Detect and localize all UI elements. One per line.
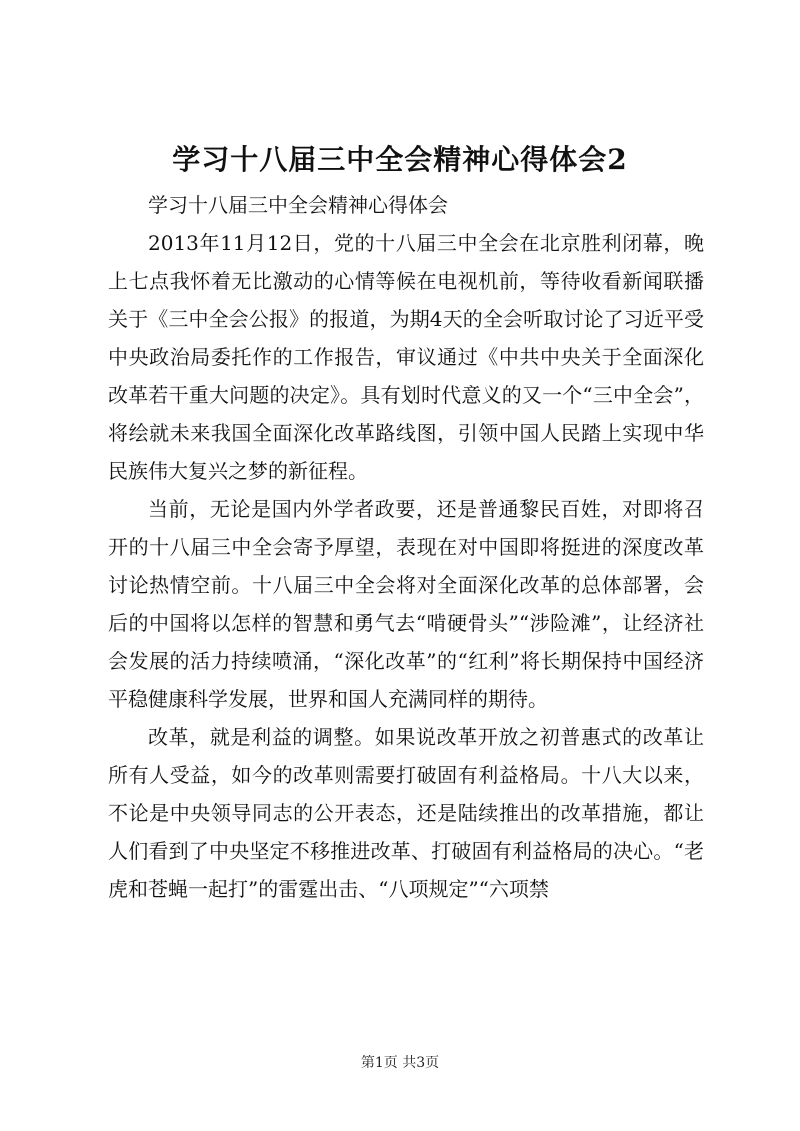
paragraph: 2013年11月12日，党的十八届三中全会在北京胜利闭幕，晚上七点我怀着无比激动的心情等候在电视机前，等待收看新闻联播关于《三中全会公报》的报道，为期4天的全会听取讨论了习近平受中央政治局委托作的工作报告，审议通过《中共中央关于全面深化改革若干重大问题的决定》。具有划时代意义的又一个“三中全会”，将绘就未来我国全面深化改革路线图，引领中国人民踏上实现中华民族伟大复兴之梦的新征程。 [108, 231, 704, 483]
page-footer: 第1页 共3页 [360, 1055, 440, 1071]
paragraph: 当前，无论是国内外学者政要，还是普通黎民百姓，对即将召开的十八届三中全会寄予厚望，表现在对中国即将挺进的深度改革讨论热情空前。十八届三中全会将对全面深化改革的总体部署，会后的中国将以怎样的智慧和勇气去“啃硬骨头”“涉险滩”，让经济社会发展的活力持续喷涌，“深化改革”的“红利”将长期保持中国经济平稳健康科学发展，世界和国人充满同样的期待。 [108, 497, 704, 711]
document-title: 学习十八届三中全会精神心得体会2 [172, 143, 628, 176]
paragraph-subtitle: 学习十八届三中全会精神心得体会 [148, 193, 448, 217]
paragraph: 改革，就是利益的调整。如果说改革开放之初普惠式的改革让所有人受益，如今的改革则需要打破固有利益格局。十八大以来，不论是中央领导同志的公开表态，还是陆续推出的改革措施，都让人们看到了中央坚定不移推进改革、打破固有利益格局的决心。“老虎和苍蝇一起打”的雷霆出击、“八项规定”“六项禁 [108, 725, 704, 901]
document-body [108, 186, 704, 908]
